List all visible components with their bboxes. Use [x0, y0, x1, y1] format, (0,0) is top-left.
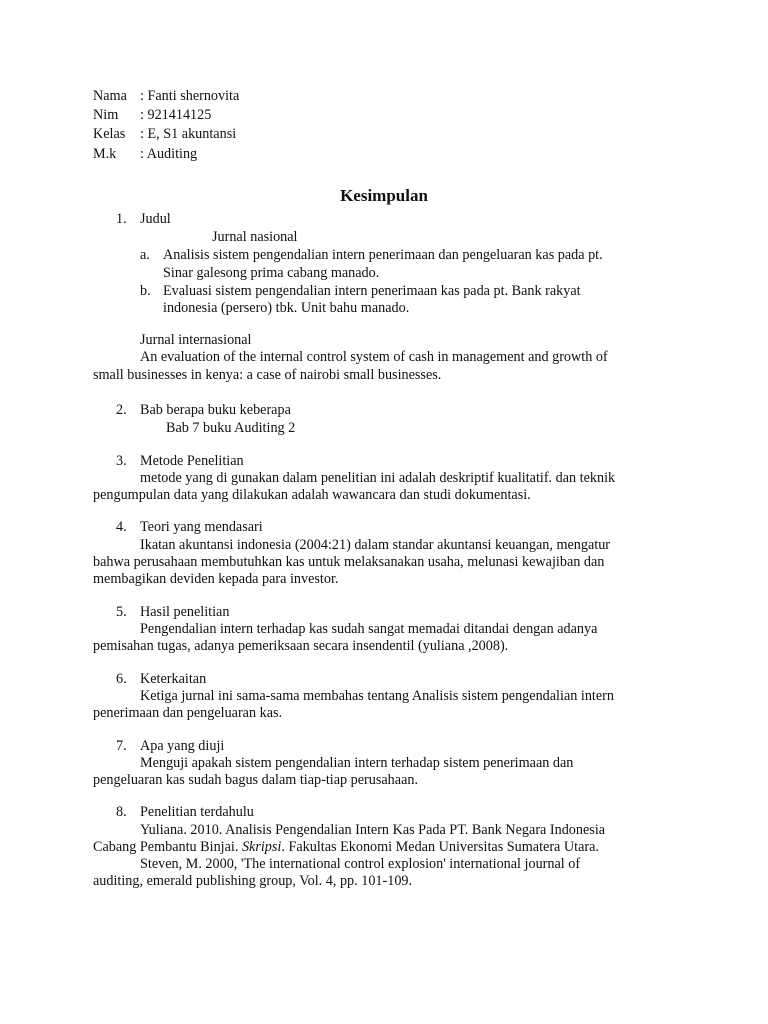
- section-number: 1.: [116, 211, 127, 227]
- paragraph-line: penerimaan dan pengeluaran kas.: [93, 705, 283, 721]
- section-number: 8.: [116, 804, 127, 820]
- paragraph-line: Analisis sistem pengendalian intern penerimaan dan pengeluaran kas pada pt.: [163, 247, 603, 263]
- paragraph-line: Ikatan akuntansi indonesia (2004:21) dalam standar akuntansi keuangan, mengatur: [140, 537, 611, 553]
- reference-text: Cabang Pembantu Binjai.: [93, 839, 239, 855]
- page-title: Kesimpulan: [340, 186, 428, 205]
- reference-line: auditing, emerald publishing group, Vol. 4, pp. 101-109.: [93, 873, 413, 889]
- section-number: 2.: [116, 402, 127, 418]
- reference-line: [93, 838, 599, 856]
- paragraph-line: Bab 7 buku Auditing 2: [166, 420, 296, 436]
- reference-italic-text: Skripsi: [241, 839, 282, 855]
- paragraph-line: pengeluaran kas sudah bagus dalam tiap-tiap perusahaan.: [93, 772, 419, 788]
- paragraph-line: Menguji apakah sistem pengendalian intern terhadap sistem penerimaan dan: [140, 755, 574, 771]
- section-heading: Hasil penelitian: [140, 604, 230, 620]
- section-heading: Penelitian terdahulu: [140, 804, 254, 820]
- jurnal-internasional-label: Jurnal internasional: [140, 332, 252, 348]
- paragraph-line: Evaluasi sistem pengendalian intern penerimaan kas pada pt. Bank rakyat: [163, 283, 581, 299]
- paragraph-line: bahwa perusahaan membutuhkan kas untuk melaksanakan usaha, melunasi kewajiban dan: [93, 554, 605, 570]
- section-heading: Teori yang mendasari: [140, 519, 263, 535]
- mk-label: M.k: [93, 146, 117, 162]
- mk-value: : Auditing: [140, 146, 198, 162]
- paragraph-line: metode yang di gunakan dalam penelitian ini adalah deskriptif kualitatif. dan teknik: [140, 470, 616, 486]
- kelas-label: Kelas: [93, 126, 126, 142]
- list-marker-b: b.: [140, 283, 151, 299]
- reference-text: . Fakultas Ekonomi Medan Universitas Sumatera Utara.: [281, 839, 599, 855]
- kelas-value: : E, S1 akuntansi: [140, 126, 237, 142]
- section-heading: Metode Penelitian: [140, 453, 244, 469]
- section-heading: Bab berapa buku keberapa: [140, 402, 291, 418]
- list-marker-a: a.: [140, 247, 150, 263]
- nim-value: : 921414125: [140, 107, 212, 123]
- paragraph-line: An evaluation of the internal control system of cash in management and growth of: [140, 349, 608, 365]
- section-number: 6.: [116, 671, 127, 687]
- paragraph-line: Pengendalian intern terhadap kas sudah sangat memadai ditandai dengan adanya: [140, 621, 598, 637]
- paragraph-line: pengumpulan data yang dilakukan adalah wawancara dan studi dokumentasi.: [93, 487, 531, 503]
- section-heading: Keterkaitan: [140, 671, 207, 687]
- section-number: 7.: [116, 738, 127, 754]
- paragraph-line: Sinar galesong prima cabang manado.: [163, 265, 380, 281]
- section-number: 5.: [116, 604, 127, 620]
- nim-label: Nim: [93, 107, 119, 123]
- paragraph-line: pemisahan tugas, adanya pemeriksaan secara insendentil (yuliana ,2008).: [93, 638, 509, 654]
- paragraph-line: Ketiga jurnal ini sama-sama membahas tentang Analisis sistem pengendalian intern: [140, 688, 614, 704]
- paragraph-line: indonesia (persero) tbk. Unit bahu manado.: [163, 300, 410, 316]
- nama-value: : Fanti shernovita: [140, 88, 240, 104]
- jurnal-nasional-label: Jurnal nasional: [212, 229, 298, 245]
- paragraph-line: small businesses in kenya: a case of nairobi small businesses.: [93, 367, 442, 383]
- section-heading: Apa yang diuji: [140, 738, 225, 754]
- section-number: 3.: [116, 453, 127, 469]
- section-heading: Judul: [140, 211, 171, 227]
- nama-label: Nama: [93, 88, 127, 104]
- paragraph-line: membagikan deviden kepada para investor.: [93, 571, 339, 587]
- section-number: 4.: [116, 519, 127, 535]
- reference-line: Yuliana. 2010. Analisis Pengendalian Intern Kas Pada PT. Bank Negara Indonesia: [140, 822, 606, 838]
- reference-line: Steven, M. 2000, 'The international control explosion' international journal of: [140, 856, 581, 872]
